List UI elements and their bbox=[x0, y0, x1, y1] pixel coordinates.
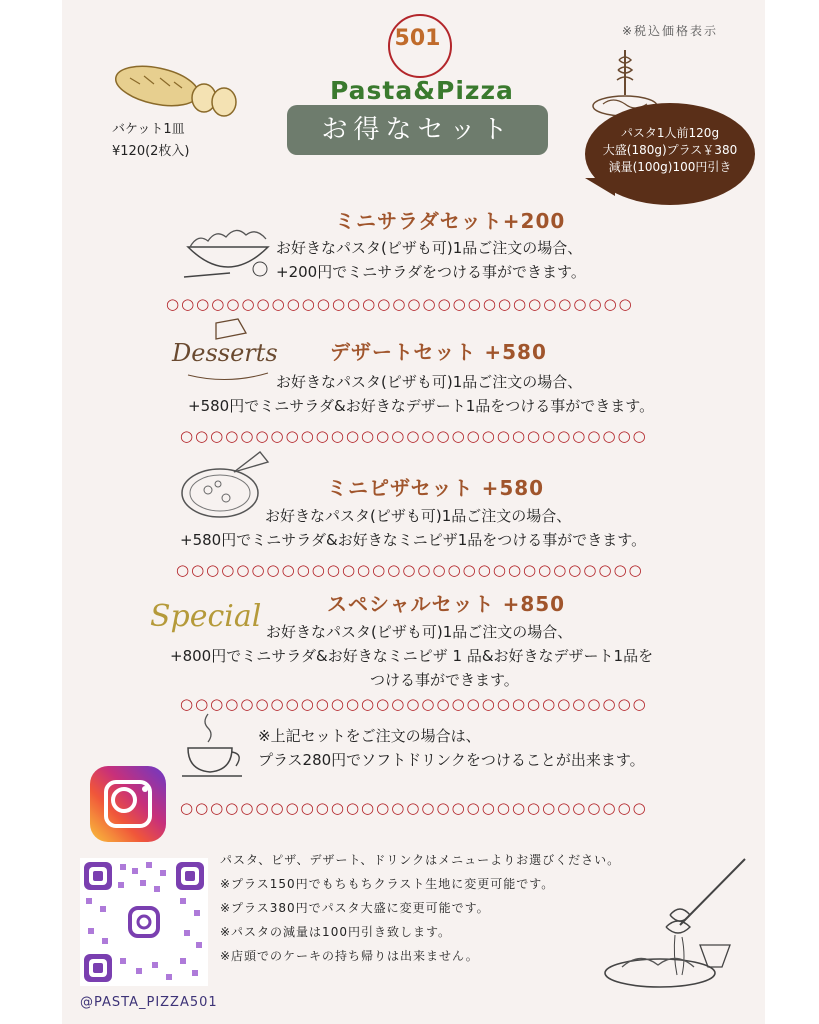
instagram-icon[interactable] bbox=[90, 766, 166, 842]
logo-number: 501 bbox=[394, 26, 441, 51]
baguette-icon bbox=[112, 58, 242, 118]
circle-divider: ○○○○○○○○○○○○○○○○○○○○○○○○○○○○○○○ bbox=[180, 800, 648, 816]
tax-note: ※税込価格表示 bbox=[622, 24, 719, 38]
coffee-cup-icon bbox=[180, 712, 250, 782]
set-desc-line: +800円でミニサラダ&お好きなミニピザ 1 品&お好きなデザート1品を bbox=[170, 647, 654, 665]
set-desc-line: +580円でミニサラダ&お好きなデザート1品をつける事ができます。 bbox=[188, 397, 655, 415]
footer-notes bbox=[220, 848, 620, 968]
drink-note bbox=[258, 724, 645, 772]
set-desc-line: お好きなパスタ(ピザも可)1品ご注文の場合、 bbox=[265, 507, 572, 525]
note-line: ※プラス150円でもちもちクラスト生地に変更可能です。 bbox=[220, 877, 555, 891]
set-desc-line: お好きなパスタ(ピザも可)1品ご注文の場合、 bbox=[276, 239, 583, 257]
portion-bubble bbox=[585, 103, 755, 205]
note-line: ※店頭でのケーキの持ち帰りは出来ません。 bbox=[220, 949, 479, 963]
set-desc-special bbox=[170, 620, 653, 692]
set-desc-line: お好きなパスタ(ピザも可)1品ご注文の場合、 bbox=[266, 623, 573, 641]
page-title: お得なセット bbox=[287, 105, 548, 155]
logo bbox=[330, 14, 514, 105]
set-title-dessert: デザートセット +580 bbox=[330, 340, 547, 364]
fork-pasta-plate-icon bbox=[600, 855, 750, 995]
qr-code[interactable] bbox=[80, 858, 208, 986]
logo-name: Pasta&Pizza bbox=[330, 76, 514, 105]
set-desc-salad bbox=[276, 236, 586, 284]
bubble-line2: 大盛(180g)プラス￥380 bbox=[602, 143, 738, 157]
note-line: パスタ、ピザ、デザート、ドリンクはメニューよりお選びください。 bbox=[220, 853, 621, 867]
circle-divider: ○○○○○○○○○○○○○○○○○○○○○○○○○○○○○○○ bbox=[180, 428, 648, 444]
baguette-line1: バケット1皿 bbox=[112, 122, 185, 137]
set-title-special: スペシャルセット +850 bbox=[327, 592, 566, 616]
note-line: ※プラス380円でパスタ大盛に変更可能です。 bbox=[220, 901, 490, 915]
baguette-line2: ¥120(2枚入) bbox=[112, 144, 190, 159]
salad-icon bbox=[180, 225, 275, 285]
set-title-pizza: ミニピザセット +580 bbox=[327, 476, 545, 500]
bubble-line1: パスタ1人前120g bbox=[620, 126, 720, 140]
circle-divider: ○○○○○○○○○○○○○○○○○○○○○○○○○○○○○○○ bbox=[166, 296, 634, 312]
instagram-lens bbox=[111, 787, 137, 813]
set-desc-pizza bbox=[180, 504, 646, 552]
instagram-handle[interactable]: @PASTA_PIZZA501 bbox=[80, 995, 218, 1010]
drink-note-line2: プラス280円でソフトドリンクをつけることが出来ます。 bbox=[258, 751, 645, 769]
note-line: ※パスタの減量は100円引き致します。 bbox=[220, 925, 452, 939]
desserts-script-label: Desserts bbox=[172, 339, 278, 367]
circle-divider: ○○○○○○○○○○○○○○○○○○○○○○○○○○○○○○○ bbox=[176, 562, 644, 578]
set-desc-line: お好きなパスタ(ピザも可)1品ご注文の場合、 bbox=[276, 373, 583, 391]
drink-note-line1: ※上記セットをご注文の場合は、 bbox=[258, 727, 481, 745]
set-title-salad: ミニサラダセット+200 bbox=[335, 209, 566, 233]
set-desc-line: +580円でミニサラダ&お好きなミニピザ1品をつける事ができます。 bbox=[180, 531, 647, 549]
set-desc-line: +200円でミニサラダをつける事ができます。 bbox=[276, 263, 586, 281]
baguette-label bbox=[112, 119, 190, 163]
special-script-label: Special bbox=[150, 599, 262, 634]
bubble-line3: 減量(100g)100円引き bbox=[608, 160, 732, 174]
set-desc-line: つける事ができます。 bbox=[370, 671, 519, 689]
circle-divider: ○○○○○○○○○○○○○○○○○○○○○○○○○○○○○○○ bbox=[180, 696, 648, 712]
instagram-dot bbox=[142, 786, 148, 792]
set-desc-dessert bbox=[188, 370, 654, 418]
